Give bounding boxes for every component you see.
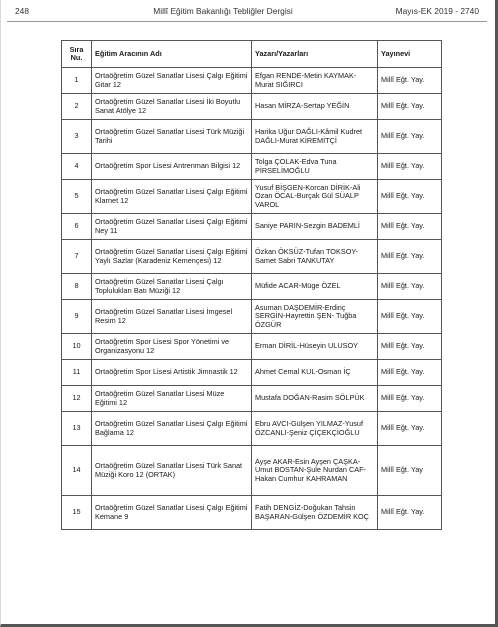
cell-no: 3 (62, 120, 92, 154)
cell-no: 7 (62, 240, 92, 274)
cell-publisher: Millî Eğt. Yay. (378, 120, 442, 154)
cell-publisher: Millî Eğt. Yay (378, 446, 442, 496)
cell-publisher: Millî Eğt. Yay. (378, 94, 442, 120)
cell-no: 1 (62, 68, 92, 94)
cell-publisher: Millî Eğt. Yay. (378, 180, 442, 214)
cell-name: Ortaöğretim Güzel Sanatlar Lisesi İmgesel Resim 12 (92, 300, 252, 334)
table-row (62, 360, 442, 386)
cell-publisher: Millî Eğt. Yay. (378, 240, 442, 274)
table-row (62, 180, 442, 214)
cell-authors: Harika Uğur DAĞLI-Kâmil Kudret DAĞLI-Murat KİREMİTÇİ (252, 120, 378, 154)
table-row (62, 154, 442, 180)
cell-name: Ortaöğretim Spor Lisesi Spor Yönetimi ve Organizasyonu 12 (92, 334, 252, 360)
cell-name: Ortaöğretim Güzel Sanatlar Lisesi Çalgı Eğitimi Kemane 9 (92, 496, 252, 530)
cell-name: Ortaöğretim Güzel Sanatlar Lisesi Çalgı Eğitimi Bağlama 12 (92, 412, 252, 446)
table-row (62, 446, 442, 496)
cell-authors: Erman DİRİL-Hüseyin ULUSOY (252, 334, 378, 360)
journal-title: Millî Eğitim Bakanlığı Tebliğler Dergisi (153, 6, 293, 16)
cell-publisher: Millî Eğt. Yay. (378, 334, 442, 360)
cell-authors: Fatih DENGİZ-Doğukan Tahsin BAŞARAN-Gülşen ÖZDEMİR KOÇ (252, 496, 378, 530)
cell-authors: Mustafa DOĞAN-Rasim SÖLPÜK (252, 386, 378, 412)
table-row (62, 68, 442, 94)
table-header-row (62, 41, 442, 68)
cell-authors: Hasan MİRZA-Sertap YEĞİN (252, 94, 378, 120)
table-row (62, 496, 442, 530)
cell-no: 8 (62, 274, 92, 300)
cell-no: 11 (62, 360, 92, 386)
cell-authors: Yusuf BİŞGEN-Korcan DİRİK-Ali Ozan ÖCAL-Burçak Gül SÜALP VAROL (252, 180, 378, 214)
table-row (62, 274, 442, 300)
column-header-authors: Yazarı/Yazarları (252, 41, 378, 68)
cell-name: Ortaöğretim Güzel Sanatlar Lisesi Çalgı Eğitimi Klarnet 12 (92, 180, 252, 214)
column-header-name: Eğitim Aracının Adı (92, 41, 252, 68)
cell-authors: Ayşe AKAR-Esin Ayşen ÇAŞKA-Umut BOSTAN-Şule Nurdan CAF-Hakan Cumhur KAHRAMAN (252, 446, 378, 496)
header-divider (7, 21, 487, 22)
cell-publisher: Millî Eğt. Yay. (378, 68, 442, 94)
cell-authors: Özkan ÖKSÜZ-Tufan TOKSOY-Samet Sabri TANKUTAY (252, 240, 378, 274)
cell-authors: Efgan RENDE-Metin KAYMAK-Murat SIĞIRCI (252, 68, 378, 94)
cell-publisher: Millî Eğt. Yay. (378, 386, 442, 412)
cell-name: Ortaöğretim Güzel Sanatlar Lisesi Çalgı Eğitimi Yaylı Sazlar (Karadeniz Kemençesi) 12 (92, 240, 252, 274)
cell-no: 10 (62, 334, 92, 360)
cell-authors: Tolga ÇOLAK-Edva Tuna PİRSELİMOĞLU (252, 154, 378, 180)
cell-no: 4 (62, 154, 92, 180)
cell-no: 2 (62, 94, 92, 120)
table-row (62, 240, 442, 274)
cell-name: Ortaöğretim Güzel Sanatlar Lisesi Müze Eğitimi 12 (92, 386, 252, 412)
table-row (62, 300, 442, 334)
cell-publisher: Millî Eğt. Yay. (378, 214, 442, 240)
cell-publisher: Millî Eğt. Yay. (378, 274, 442, 300)
cell-name: Ortaöğretim Spor Lisesi Artistik Jimnastik 12 (92, 360, 252, 386)
cell-no: 12 (62, 386, 92, 412)
textbook-table (61, 40, 442, 530)
cell-no: 14 (62, 446, 92, 496)
cell-no: 5 (62, 180, 92, 214)
cell-authors: Ahmet Cemal KUL-Osman İÇ (252, 360, 378, 386)
cell-name: Ortaöğretim Güzel Sanatlar Lisesi Çalgı Eğitimi Gitar 12 (92, 68, 252, 94)
cell-name: Ortaöğretim Güzel Sanatlar Lisesi Türk Müziği Tarihi (92, 120, 252, 154)
table-row (62, 214, 442, 240)
cell-no: 9 (62, 300, 92, 334)
issue-label: Mayıs-EK 2019 - 2740 (395, 6, 479, 16)
cell-name: Ortaöğretim Güzel Sanatlar Lisesi İki Boyutlu Sanat Atölye 12 (92, 94, 252, 120)
cell-authors: Asuman DAŞDEMİR-Erdinç SERGİN-Hayrettin ŞEN- Tuğba ÖZGÜR (252, 300, 378, 334)
cell-publisher: Millî Eğt. Yay. (378, 300, 442, 334)
cell-name: Ortaöğretim Güzel Sanatlar Lisesi Çalgı Toplulukları Batı Müziği 12 (92, 274, 252, 300)
cell-name: Ortaöğretim Güzel Sanatlar Lisesi Türk Sanat Müziği Koro 12 (ORTAK) (92, 446, 252, 496)
cell-name: Ortaöğretim Güzel Sanatlar Lisesi Çalgı Eğitimi Ney 11 (92, 214, 252, 240)
cell-no: 13 (62, 412, 92, 446)
cell-authors: Saniye PARIN-Sezgin BADEMLİ (252, 214, 378, 240)
table-row (62, 386, 442, 412)
cell-name: Ortaöğretim Spor Lisesi Antrenman Bilgisi 12 (92, 154, 252, 180)
cell-publisher: Millî Eğt. Yay. (378, 412, 442, 446)
cell-publisher: Millî Eğt. Yay. (378, 496, 442, 530)
table-body (62, 68, 442, 530)
table-row (62, 412, 442, 446)
table-row (62, 94, 442, 120)
cell-publisher: Millî Eğt. Yay. (378, 360, 442, 386)
cell-authors: Müfide ACAR-Müge ÖZEL (252, 274, 378, 300)
column-header-no: Sıra Nu. (62, 41, 92, 68)
column-header-publisher: Yayınevi (378, 41, 442, 68)
table-row (62, 120, 442, 154)
cell-no: 6 (62, 214, 92, 240)
cell-no: 15 (62, 496, 92, 530)
table-row (62, 334, 442, 360)
cell-publisher: Millî Eğt. Yay. (378, 154, 442, 180)
page-number: 248 (15, 6, 29, 16)
cell-authors: Ebru AVCI-Gülşen YILMAZ-Yusuf ÖZCANLI-Şeniz ÇİÇEKÇİOĞLU (252, 412, 378, 446)
page-header (9, 6, 479, 18)
